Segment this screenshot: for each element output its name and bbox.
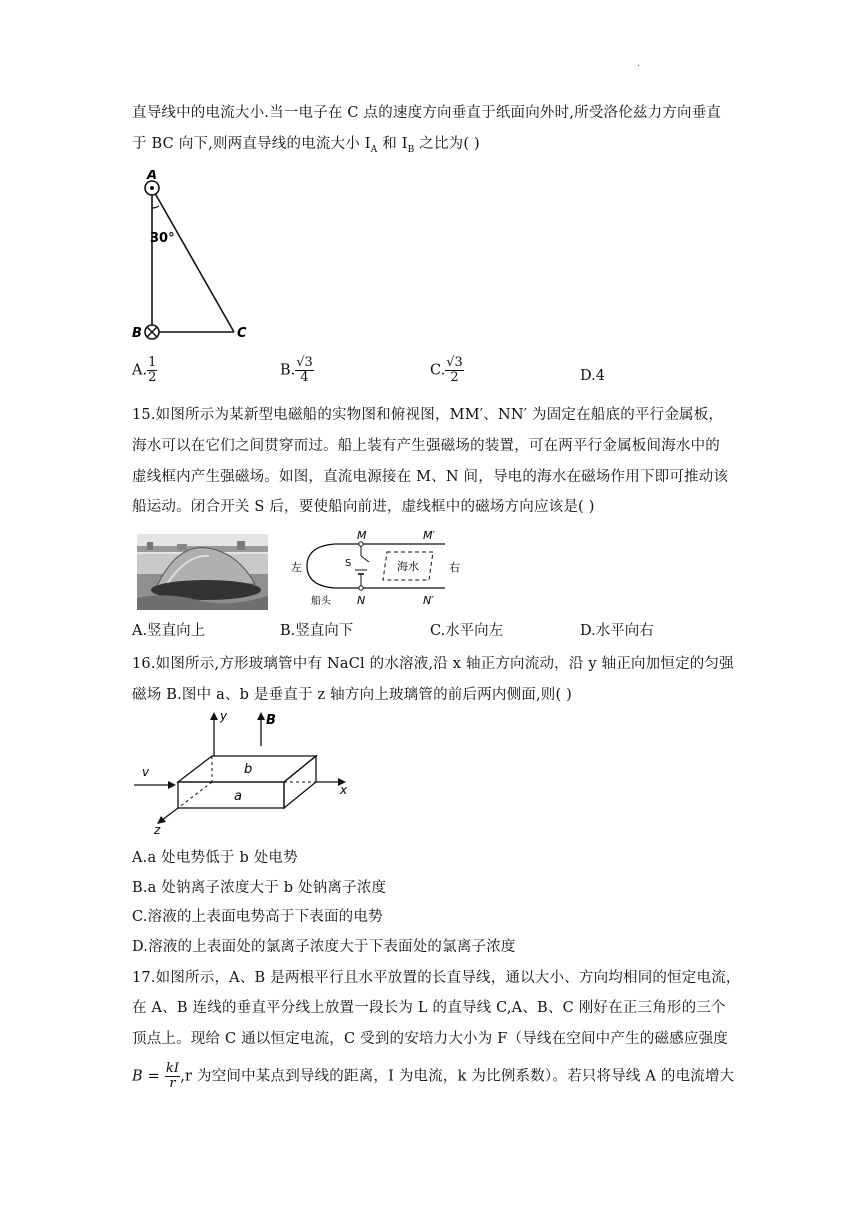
q14-option-A[interactable]: A. $\frac{1}{2}$ — [132, 355, 157, 385]
page-dot: . — [637, 58, 641, 69]
q14-text-line-2: 于 BC 向下,则两直导线的电流大小 $I_A$ 和 $I_B$ 之比为( ) — [132, 136, 480, 155]
q17-text-line-1: 17.如图所示，A、B 是两根平行且水平放置的长直导线，通以大小、方向均相同的恒定电流， — [132, 970, 741, 986]
q16-label-v: v — [142, 765, 150, 779]
q15-label-N: N — [357, 594, 366, 607]
q16-label-B: B — [266, 713, 276, 728]
q16-option-C[interactable]: C.溶液的上表面电势高于下表面的电势 — [132, 909, 383, 925]
q14-label-C: C — [237, 326, 247, 341]
q15-option-C[interactable]: C.水平向左 — [430, 623, 504, 639]
q14-text-line-1: 直导线中的电流大小.当一电子在 C 点的速度方向垂直于纸面向外时,所受洛伦兹力方向垂直 — [132, 105, 722, 121]
q15-text-line-2: 海水可以在它们之间贯穿而过。船上装有产生强磁场的装置，可在两平行金属板间海水中的 — [132, 438, 720, 454]
q17-text-line-3: 顶点上。现给 C 通以恒定电流，C 受到的安培力大小为 F（导线在空间中产生的磁感应强度 — [132, 1031, 728, 1047]
q15-label-M-prime: M′ — [423, 529, 435, 542]
q17-text-line-2: 在 A、B 连线的垂直平分线上放置一段长为 L 的直导线 C,A、B、C 刚好在正三角形的三个 — [132, 1000, 726, 1016]
q15-label-S: S — [345, 558, 352, 569]
q15-switch-icon — [361, 556, 369, 562]
q16-option-B[interactable]: B.a 处钠离子浓度大于 b 处钠离子浓度 — [132, 880, 387, 896]
q16-label-y: y — [220, 709, 228, 723]
q16-label-z: z — [154, 823, 161, 836]
q14-angle-label: 30° — [150, 231, 175, 246]
q16-label-b: b — [244, 762, 253, 777]
q16-text-line-1: 16.如图所示,方形玻璃管中有 NaCl 的水溶液,沿 x 轴正方向流动，沿 y 轴正向加恒定的匀强 — [132, 656, 734, 672]
q14-option-D[interactable]: D.4 — [580, 368, 605, 384]
q16-label-a: a — [234, 789, 242, 804]
q15-label-right: 右 — [449, 561, 460, 574]
q14-label-A: A — [147, 170, 158, 183]
q14-option-B[interactable]: B. $\frac{√3}{4}$ — [280, 355, 313, 385]
q15-hull-outline — [307, 544, 343, 588]
q16-text-line-2: 磁场 B.图中 a、b 是垂直于 z 轴方向上玻璃管的前后两内侧面,则( ) — [132, 687, 573, 703]
q15-label-M: M — [357, 529, 367, 542]
q15-label-seawater: 海水 — [397, 560, 419, 573]
q15-ship-photo — [137, 534, 268, 610]
q14-side-AC — [152, 188, 234, 332]
q16-option-D[interactable]: D.溶液的上表面处的氯离子浓度大于下表面处的氯离子浓度 — [132, 939, 516, 955]
q15-text-line-4: 船运动。闭合开关 S 后，要使船向前进，虚线框中的磁场方向应该是( ) — [132, 499, 595, 515]
q15-label-left: 左 — [291, 561, 302, 574]
q15-label-N-prime: N′ — [423, 594, 434, 607]
q16-z-axis — [162, 808, 178, 820]
q15-text-line-3: 虚线框内产生强磁场。如图，直流电源接在 M、N 间，导电的海水在磁场作用下即可推动该 — [132, 469, 729, 485]
q15-option-D[interactable]: D.水平向右 — [580, 623, 654, 639]
q14-option-C[interactable]: C. $\frac{√3}{2}$ — [430, 355, 463, 385]
q17-text-line-4: B = $\frac{kI}{r}$ ,r 为空间中某点到导线的距离，I 为电流，k 为比例系数）。若只将导线 A 的电流增大 — [132, 1061, 735, 1091]
q16-glass-tube-figure — [130, 706, 360, 836]
q16-box-front — [178, 782, 284, 808]
q15-text-line-1: 15.如图所示为某新型电磁船的实物图和俯视图，MM′、NN′ 为固定在船底的平行金属板， — [132, 407, 724, 423]
q15-option-B[interactable]: B.竖直向下 — [280, 623, 354, 639]
q15-schematic-figure — [285, 526, 475, 616]
q16-label-x: x — [340, 783, 348, 797]
q14-triangle-figure — [128, 170, 258, 348]
q14-angle-arc — [152, 206, 159, 208]
q16-option-A[interactable]: A.a 处电势低于 b 处电势 — [132, 850, 298, 866]
q14-label-B: B — [132, 326, 142, 341]
q15-label-bow: 船头 — [311, 596, 331, 607]
q15-option-A[interactable]: A.竖直向上 — [132, 623, 206, 639]
